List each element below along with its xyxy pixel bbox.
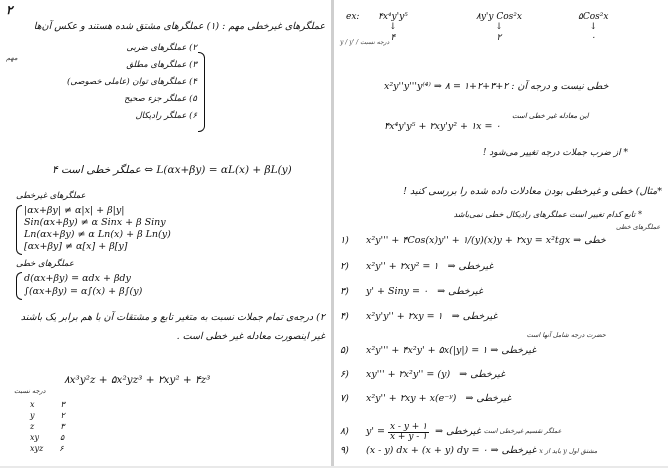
problem-number: ۴): [340, 311, 349, 322]
problem-equation: x²y''' + ۴Cos(x)y'' + ۱/(y)(x)y + ۲xy = x²tgx: [366, 235, 571, 246]
order-note-line2: غیر اینصورت معادله غیر خطی است .: [176, 331, 325, 342]
fraction-numerator: x - y + ۱: [390, 421, 428, 432]
example-degree: ۲: [496, 32, 502, 43]
problem-verdict: ⇒ غیرخطی: [459, 369, 505, 380]
degree-row: [30, 410, 65, 421]
problem-row: [340, 287, 606, 312]
nonlinear-example: |αx+βy| ≠ α|x| + β|y|: [24, 205, 125, 216]
problem-verdict: ⇒ خطی: [573, 235, 606, 246]
down-arrow-icon: ↓: [495, 22, 503, 33]
problem-equation: x²y''' + ۴x²y' + ۵x(|y|) = ۱: [366, 345, 488, 356]
problem-number: ۶): [340, 369, 349, 380]
example-expr: ۴x⁴y'y⁵: [378, 12, 408, 22]
left-page: [0, 0, 332, 466]
degree-var: y: [30, 411, 35, 420]
problem-verdict: ⇒ غیرخطی: [447, 261, 494, 272]
nonlinear-example: Ln(αx+βy) ≠ α Ln(x) + β Ln(y): [24, 229, 171, 240]
degree-table-label: درجه نسبت: [14, 387, 46, 395]
problem-equation: y' + Siny = ۰: [366, 286, 429, 297]
problem-verdict: ⇒ غیرخطی: [465, 393, 512, 404]
example-expr: ۸y'y Cos²x: [476, 12, 522, 22]
example-term: [476, 12, 522, 43]
degree-var: xyz: [30, 444, 44, 453]
problem-equation: x²y'' + ۲xy + x(e⁻ʸ): [366, 393, 457, 404]
linear-brace: [16, 272, 22, 300]
problem-equation: (x - y) dx + (x + y) dy = ۰: [366, 445, 488, 456]
nonlinear-examples: [24, 205, 171, 253]
example-term: [578, 12, 608, 43]
degree-var: xy: [30, 433, 40, 442]
degree-value: ۳: [60, 422, 65, 431]
degree-row: [30, 443, 65, 454]
problem-equation: x²y'y'' + ۲xy = ۱: [366, 311, 443, 322]
degree-var: z: [30, 422, 35, 431]
linearity-definition: ۴ عملگر خطی است ⇔ L(αx+βy) = αL(x) + βL(y): [52, 164, 292, 176]
ode-line-2: ۴x⁴y'y⁵ + ۲xy'y² + ۱x = ۰: [384, 121, 501, 132]
list-bracket: [198, 52, 205, 132]
fraction-denominator: x + y - ۱: [390, 431, 428, 442]
nonlinear-heading: عملگرهای غیرخطی: [16, 191, 86, 201]
example-degree: ۴: [390, 32, 396, 43]
intro-line: ع‍ملگرهای غیرخطی مهم : (۱) عملگرهای مشتق شده هستند و عکس آن‌ها: [33, 21, 325, 32]
degree-row: [30, 421, 65, 432]
page-number: ۲: [6, 3, 13, 17]
operator-type-item: ۳) عملگرهای مطلق: [126, 60, 197, 70]
problem-number: ۳): [340, 286, 349, 297]
degree-value: ۶: [59, 444, 64, 453]
problem-note: مشتق اول y باید از x: [539, 447, 598, 455]
degree-value: ۵: [60, 433, 65, 442]
operator-type-item: ۵) عملگر جزء صحیح: [124, 94, 197, 104]
operator-type-item: ۲) عملگرهای ضربی: [126, 43, 197, 53]
right-page: [334, 0, 668, 466]
degree-row: [30, 399, 65, 410]
side-note: y / y' / درجه نسبت: [340, 39, 390, 46]
nonlinear-example: [αx+βy] ≠ α[x] + β[y]: [24, 241, 128, 252]
down-arrow-icon: ↓: [389, 22, 397, 33]
example-subnote: * تابع کدام تغییر است عملگرهای رادیکال خطی نمی‌باشد: [453, 210, 642, 219]
star-note: * از ضرب جملات درجه تغییر می‌شود !: [482, 148, 628, 158]
problem-equation-lhs: y' =: [366, 425, 385, 437]
nonlinear-brace: [16, 205, 22, 255]
problem-row: [340, 394, 606, 418]
operator-types-list: [67, 40, 197, 125]
operator-type-item: ۴) عملگرهای توان (عاملی خصوصی): [66, 77, 197, 87]
degree-value: ۲: [60, 411, 65, 420]
operator-type-item: ۶) عملگر رادیکال: [135, 111, 197, 121]
ode-degree-line: x²y''y'''y⁽⁴⁾ ⇒ خطی نیست و درجه آن : ۲+۳+۲+۱ = ۸: [384, 81, 609, 92]
problem-note: حضرت درجه شامل آنها است: [526, 331, 606, 339]
problem-verdict: ⇒ غیرخطی: [451, 311, 498, 322]
linear-example: ∫(αx+βy) = α∫(x) + β∫(y): [24, 286, 143, 297]
problem-verdict: ⇒ غیرخطی: [490, 445, 537, 456]
degree-var: x: [30, 400, 35, 409]
problem-list: [340, 236, 606, 468]
problem-note: عملگر تقسیم غیرخطی است: [483, 427, 562, 436]
degree-value: ۳: [60, 400, 65, 409]
down-arrow-icon: ↓: [589, 22, 597, 33]
linear-examples: [24, 272, 142, 298]
problem-number: ۸): [340, 425, 349, 437]
margin-note: مهم: [6, 54, 18, 62]
example-expr: ۵Cos²x: [578, 12, 609, 22]
problem-row: [340, 262, 606, 287]
example-degree: ۰: [590, 32, 596, 43]
degree-expression: ۸x³y²z + ۵x²yz³ + ۲xy² + ۴z³: [64, 374, 211, 386]
problem-row: [340, 418, 606, 446]
problem-row: [340, 236, 606, 262]
fraction: [388, 423, 429, 442]
degree-table: [30, 399, 65, 454]
ex-label: ex:: [346, 12, 360, 22]
problem-equation: xy''' + ۲x²y'' = (y): [366, 369, 451, 380]
problem-verdict: ⇒ غیرخطی: [437, 286, 483, 297]
problem-equation: x²y'' + ۲xy² = ۱: [366, 261, 439, 272]
problem-row: [340, 446, 606, 468]
problem-number: ۷): [340, 393, 349, 404]
problem-number: ۱): [340, 235, 349, 246]
problem-row: [340, 346, 606, 370]
problem-verdict: ⇒ غیرخطی: [490, 345, 537, 356]
problem-verdict: ⇒ غیرخطی: [435, 425, 481, 437]
example-heading: *مثال) خطی و غیرخطی بودن معادلات داده شده را بررسی کنید !: [403, 186, 662, 197]
problem-row: [340, 370, 606, 394]
problem-number: ۲): [340, 261, 349, 272]
linear-heading: عملگرهای خطی: [16, 259, 74, 269]
degree-row: [30, 432, 65, 443]
ode-line-2-note: این معادله غیر خطی است: [512, 112, 589, 120]
right-margin-note: عملگرهای خطی: [616, 223, 661, 231]
linear-example: d(αx+βy) = αdx + βdy: [24, 273, 131, 284]
order-note-line1: ۲) درجه‌ی تمام جملات نسبت به متغیر تابع و مشتقات آن با هم برابر یک باشند: [20, 312, 325, 323]
problem-number: ۵): [340, 345, 349, 356]
problem-row: [340, 312, 606, 332]
problem-number: ۹): [340, 445, 349, 456]
nonlinear-example: Sin(αx+βy) ≠ α Sinx + β Siny: [24, 217, 166, 228]
